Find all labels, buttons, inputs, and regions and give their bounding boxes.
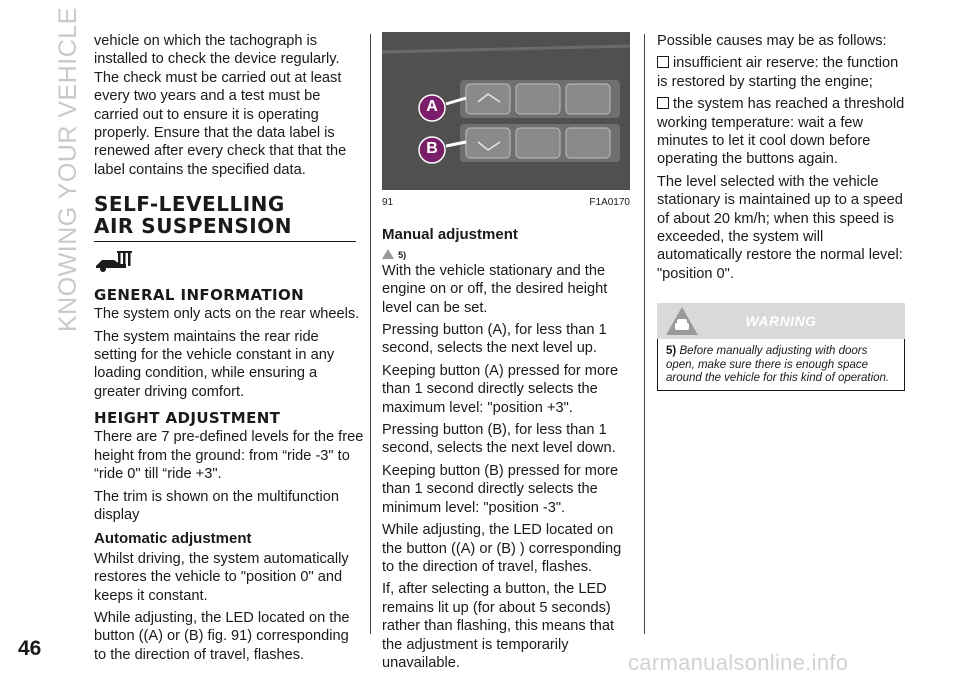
manual-p4: Pressing button (B), for less than 1 second, selects the next level down.	[382, 422, 616, 457]
warning-header	[657, 303, 905, 339]
warning-car-icon	[665, 306, 699, 336]
manual-p2: Pressing button (A), for less than 1 second, selects the next level up.	[382, 322, 607, 357]
section-title-line1: SELF-LEVELLING	[94, 192, 285, 217]
checkbox-bullet-icon	[657, 56, 669, 68]
manual-p5: Keeping button (B) pressed for more than 1 second directly selects the minimum level: "position -3".	[382, 462, 619, 516]
figure-number: 91	[382, 197, 394, 208]
auto-p1: Whilst driving, the system automatically restores the vehicle to "position 0" and keeps it constant.	[94, 550, 349, 604]
side-title-text: KNOWING YOUR VEHICLE	[54, 7, 82, 332]
suspension-icon	[94, 248, 364, 278]
warning-box	[657, 303, 905, 391]
side-section-title	[54, 7, 84, 332]
manual-p7: If, after selecting a button, the LED remains lit up (for about 5 seconds) rather than flashing, this means that the adjustment is temporarily unavailable.	[382, 581, 615, 671]
height-p2: The trim is shown on the multifunction display	[94, 488, 339, 523]
column-1	[94, 32, 364, 668]
warning-body	[657, 339, 905, 391]
warning-ref	[382, 246, 630, 262]
general-info-heading: GENERAL INFORMATION	[94, 286, 305, 305]
button-panel-illustration	[382, 32, 630, 190]
figure-label-a: A	[426, 98, 438, 115]
checkbox-bullet-icon	[657, 97, 669, 109]
column-divider-2	[644, 34, 645, 634]
warning-number: 5)	[666, 345, 677, 358]
general-p2: The system maintains the rear ride setting for the vehicle constant in any loading condition, while ensuring a greater driving comfort.	[94, 328, 335, 400]
intro-paragraph: vehicle on which the tachograph is installed to check the device regularly. The check must be carried out at least every two years and a test must be carried out to ensure it is operating properly. Ensure that the data label is renewed after every check that that the label contains the specified data.	[94, 33, 347, 178]
figure-label-b: B	[426, 140, 438, 157]
figure-91	[382, 32, 630, 190]
cause-1: insufficient air reserve: the function is restored by starting the engine;	[657, 55, 899, 90]
watermark: carmanualsonline.info	[628, 650, 849, 675]
auto-p2: While adjusting, the LED located on the button ((A) or (B) fig. 91) corresponding to the direction of travel, flashes.	[94, 609, 350, 663]
column-2	[382, 32, 630, 676]
section-title-line2: AIR SUSPENSION	[94, 214, 292, 239]
manual-p3: Keeping button (A) pressed for more than 1 second directly selects the maximum level: "position +3".	[382, 362, 619, 416]
general-p1: The system only acts on the rear wheels.	[94, 306, 360, 323]
warning-text: Before manually adjusting with doors open, make sure there is enough space around the vehicle for this kind of operation.	[666, 345, 890, 385]
warning-ref-number: 5)	[398, 249, 407, 260]
title-rule	[94, 241, 356, 242]
warning-small-icon	[382, 249, 394, 259]
figure-caption	[382, 194, 630, 212]
height-adjustment-heading: HEIGHT ADJUSTMENT	[94, 409, 281, 428]
page-number: 46	[18, 637, 42, 660]
manual-p1: With the vehicle stationary and the engine on or off, the desired height level can be set.	[382, 262, 608, 316]
column-3	[657, 32, 907, 391]
auto-adjustment-heading: Automatic adjustment	[94, 530, 252, 548]
warning-title: WARNING	[745, 313, 817, 330]
cause-2: the system has reached a threshold working temperature: wait a few minutes to let it cool down before operating the buttons again.	[657, 96, 905, 168]
manual-p6: While adjusting, the LED located on the button ((A) or (B) ) corresponding to the direction of travel, flashes.	[382, 522, 622, 575]
manual-adjustment-heading: Manual adjustment	[382, 226, 518, 244]
height-p1: There are 7 pre-defined levels for the free height from the ground: from “ride -3" to “ride 0" till “ride +3".	[94, 429, 364, 483]
causes-intro: Possible causes may be as follows:	[657, 33, 887, 49]
column-divider-1	[370, 34, 371, 634]
level-paragraph: The level selected with the vehicle stationary is maintained up to a speed of about 20 km/h; when this speed is exceeded, the system will automatically restore the normal level: "position 0".	[657, 173, 903, 282]
figure-code: F1A0170	[589, 197, 630, 208]
